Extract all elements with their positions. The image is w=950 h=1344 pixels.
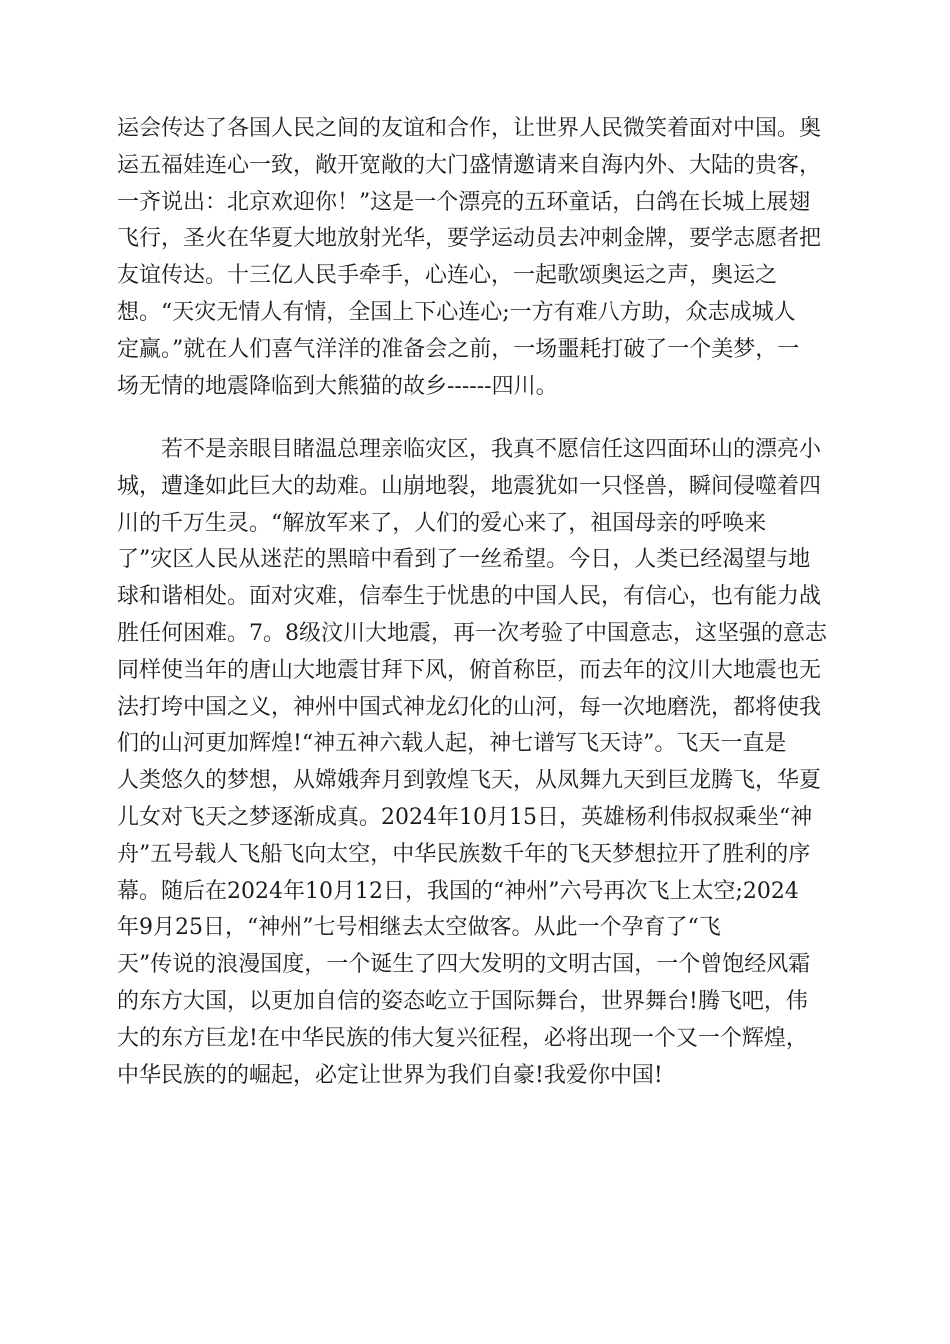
paragraph-line: 想。“天灾无情人有情，全国上下心连心;一方有难八方助，众志成城人: [117, 299, 796, 325]
paragraph-2: [117, 432, 837, 1094]
paragraph-line: 大的东方巨龙!在中华民族的伟大复兴征程，必将出现一个又一个辉煌，: [117, 1025, 808, 1051]
paragraph-line: 儿女对飞天之梦逐渐成真。2024年10月15日，英雄杨利伟叔叔乘坐“神: [117, 804, 813, 830]
paragraph-line: 幕。随后在2024年10月12日，我国的“神州”六号再次飞上太空;2024: [117, 878, 799, 904]
paragraph-1: [117, 111, 837, 405]
paragraph-line: 若不是亲眼目睹温总理亲临灾区，我真不愿信任这四面环山的漂亮小: [161, 437, 822, 462]
paragraph-line: 法打垮中国之义，神州中国式神龙幻化的山河，每一次地磨洗，都将使我: [117, 694, 822, 720]
paragraph-line: 川的千万生灵。“解放军来了，人们的爱心来了，祖国母亲的呼唤来: [117, 510, 767, 536]
paragraph-line: 了”灾区人民从迷茫的黑暗中看到了一丝希望。今日，人类已经渴望与地: [117, 547, 811, 573]
paragraph-line: 飞行，圣火在华夏大地放射光华，要学运动员去冲刺金牌，要学志愿者把: [117, 226, 822, 252]
paragraph-line: 运五福娃连心一致，敞开宽敞的大门盛情邀请来自海内外、大陆的贵客，: [117, 152, 822, 178]
paragraph-line: 中华民族的的崛起，必定让世界为我们自豪!我爱你中国!: [117, 1062, 663, 1088]
paragraph-line: 天”传说的浪漫国度，一个诞生了四大发明的文明古国，一个曾饱经风霜: [117, 952, 811, 978]
paragraph-line: 一齐说出：北京欢迎你！”这是一个漂亮的五环童话，白鸽在长城上展翅: [117, 189, 811, 215]
paragraph-line: 舟”五号载人飞船飞向太空，中华民族数千年的飞天梦想拉开了胜利的序: [117, 841, 811, 867]
paragraph-line: 运会传达了各国人民之间的友谊和合作，让世界人民微笑着面对中国。奥: [117, 116, 822, 141]
paragraph-line: 球和谐相处。面对灾难，信奉生于忧患的中国人民，有信心，也有能力战: [117, 584, 822, 610]
paragraph-line: 同样使当年的唐山大地震甘拜下风，俯首称臣，而去年的汶川大地震也无: [117, 657, 822, 683]
paragraph-line: 友谊传达。十三亿人民手牵手，心连心，一起歌颂奥运之声，奥运之: [117, 263, 778, 289]
paragraph-line: 的东方大国，以更加自信的姿态屹立于国际舞台，世界舞台!腾飞吧，伟: [117, 988, 808, 1014]
paragraph-line: 胜任何困难。7。8级汶川大地震，再一次考验了中国意志，这坚强的意志: [117, 620, 827, 646]
paragraph-line: 城，遭逢如此巨大的劫难。山崩地裂，地震犹如一只怪兽，瞬间侵噬着四: [117, 473, 822, 499]
paragraph-line: 场无情的地震降临到大熊猫的故乡------四川。: [117, 373, 558, 399]
paragraph-line: 人类悠久的梦想，从嫦娥奔月到敦煌飞天，从凤舞九天到巨龙腾飞，华夏: [117, 768, 822, 794]
paragraph-line: 定赢。”就在人们喜气洋洋的准备会之前，一场噩耗打破了一个美梦，一: [117, 336, 800, 362]
paragraph-line: 年9月25日，“神州”七号相继去太空做客。从此一个孕育了“飞: [117, 915, 721, 941]
paragraph-line: 们的山河更加辉煌!“神五神六载人起，神七谱写飞天诗”。飞天一直是: [117, 731, 787, 757]
